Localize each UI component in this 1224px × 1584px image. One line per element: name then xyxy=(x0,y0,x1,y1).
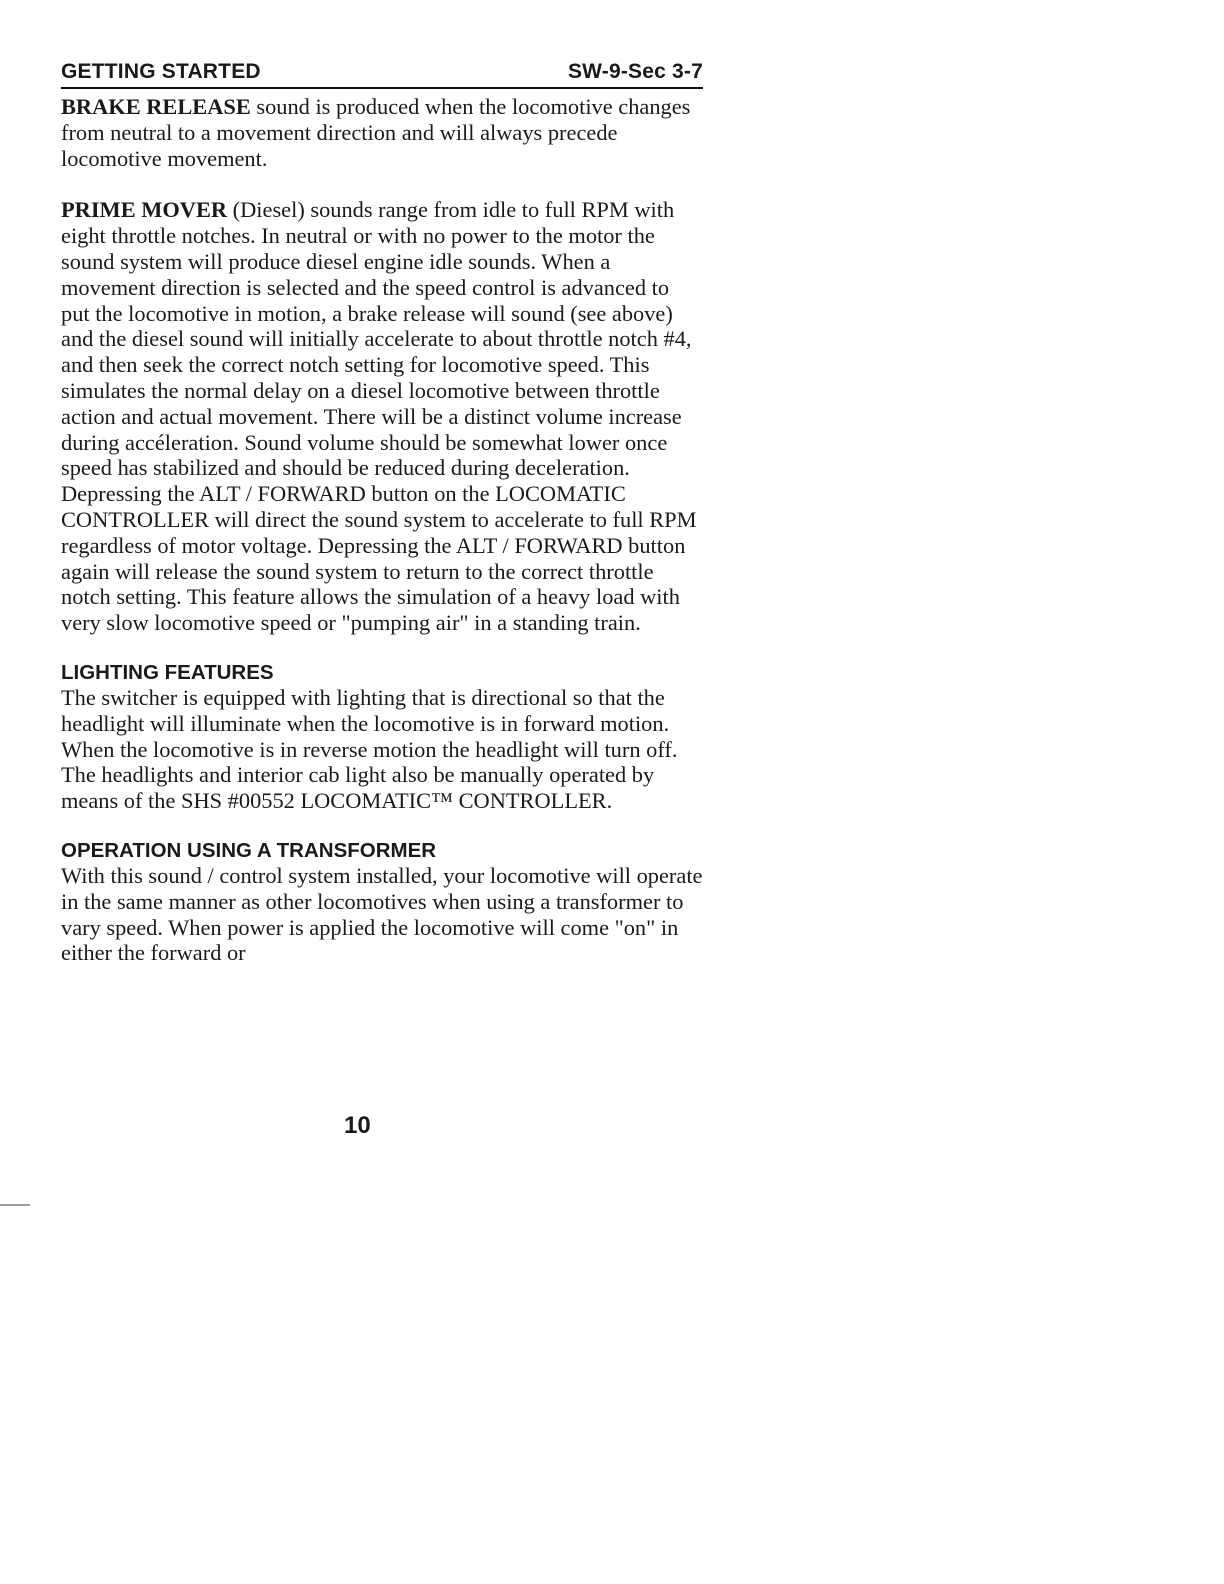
brake-release-term: BRAKE RELEASE xyxy=(61,94,251,119)
brake-release-paragraph xyxy=(61,94,703,171)
page-number: 10 xyxy=(344,1112,371,1139)
lighting-features-heading: LIGHTING FEATURES xyxy=(61,660,274,684)
transformer-operation-paragraph: With this sound / control system installed, your locomotive will operate in the same manner as other locomotives when using a transformer to vary speed. When power is applied the locomotive will come "on" in either the forward or xyxy=(61,862,703,966)
header-section-title: GETTING STARTED xyxy=(61,60,261,83)
brake-release-text: sound is produced when the locomotive changes from neutral to a movement direction and will always precede locomotive movement. xyxy=(61,94,691,171)
prime-mover-text: (Diesel) sounds range from idle to full RPM with eight throttle notches. In neutral or with no power to the motor the sound system will produce diesel engine idle sounds. When a movement direction is selected and the speed control is advanced to put the locomotive in motion, a brake release will sound (see above) and the diesel sound will initially accelerate to about throttle notch #4, and then seek the correct notch setting for locomotive speed. This simulates the normal delay on a diesel locomotive between throttle action and actual movement. There will be a distinct volume increase during accéleration. Sound volume should be somewhat lower once speed has stabilized and should be reduced during deceleration. Depressing the ALT / FORWARD button on the LOCOMATIC CONTROLLER will direct the sound system to accelerate to full RPM regardless of motor voltage. Depressing the ALT / FORWARD button again will release the sound system to return to the correct throttle notch setting. This feature allows the simulation of a heavy load with very slow locomotive speed or "pumping air" in a standing train. xyxy=(61,197,697,636)
transformer-operation-heading: OPERATION USING A TRANSFORMER xyxy=(61,838,437,862)
prime-mover-term: PRIME MOVER xyxy=(61,197,228,223)
document-page xyxy=(61,60,703,966)
scan-edge-mark xyxy=(0,1204,30,1206)
header-model-code: SW-9-Sec 3-7 xyxy=(567,60,703,83)
prime-mover-paragraph xyxy=(61,197,703,636)
page-header xyxy=(61,60,703,89)
lighting-features-paragraph: The switcher is equipped with lighting that is directional so that the headlight will illuminate when the locomotive is in forward motion. When the locomotive is in reverse motion the headlight will turn off. The headlights and interior cab light also be manually operated by means of the SHS #00552 LOCOMATIC™ CONTROLLER. xyxy=(61,684,678,814)
